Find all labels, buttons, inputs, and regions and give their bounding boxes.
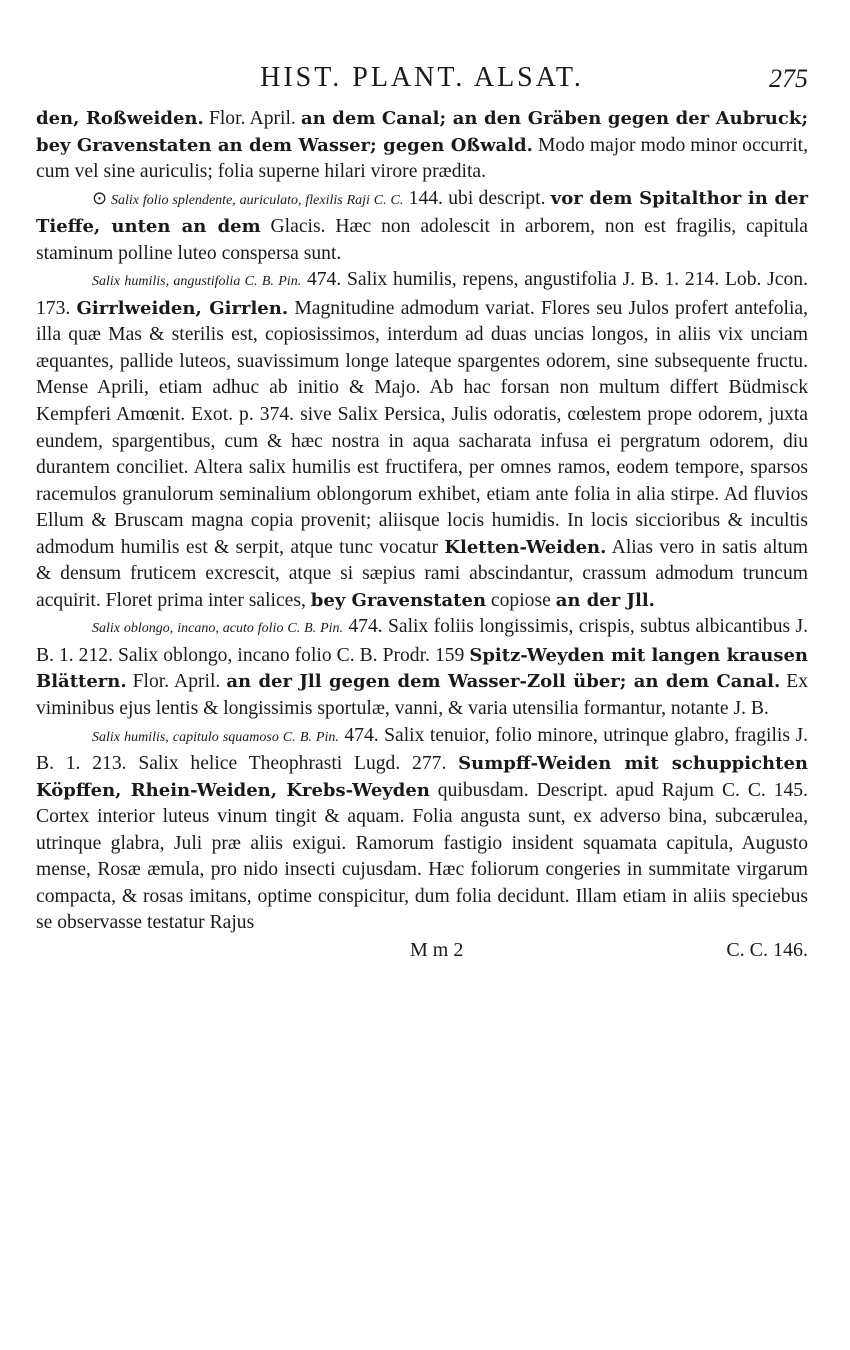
paragraph	[36, 106, 808, 186]
paragraph	[36, 186, 808, 268]
book-page	[36, 62, 808, 969]
latin-text: copiose	[486, 589, 556, 611]
latin-text: quibusdam. Descript. apud Rajum C. C. 145. Cortex interior luteus vinum tingit & aquam. Folia angusta sunt, ex adverso bina, subcærulea, utrinque glabra, Juli præ aliis exigui. Ramorum fastigio insident squamata capitula, Augusto mense, Rosæ æmula, pro nido insecti cujusdam. Hæc foliorum congeries in summitate virgarum compacta, & rosas imitans, optime conspicitur, dum folia decidunt. Illam etiam in aliis speciebus se observasse testatur Rajus	[36, 779, 808, 934]
page-footer	[36, 939, 808, 969]
german-vernacular-text: Kletten-Weiden.	[444, 536, 607, 558]
latin-text: 144. ubi descript.	[403, 187, 551, 209]
taxon-name: Salix folio splendente, auriculato, flexilis Raji C. C.	[107, 192, 404, 208]
latin-text: 474. Salix humilis, repens, angustifolia J. B. 1. 214. Lob. Jcon. 173.	[36, 269, 808, 319]
latin-text: Flor. April.	[126, 671, 227, 693]
signature-mark: M m 2	[410, 938, 464, 961]
german-vernacular-text: bey Gravenstaten	[310, 589, 487, 611]
german-vernacular-text: den, Roßweiden.	[36, 108, 204, 129]
latin-text: Flor. April.	[203, 108, 301, 129]
taxon-name: Salix oblongo, incano, acuto folio C. B. Pin.	[92, 621, 344, 637]
paragraph	[36, 723, 808, 937]
latin-text: Alias vero in satis altum & densum fruticem excrescit, atque si sæpius rami abscindantur, crassum admodum truncum acquirit. Floret prima inter salices,	[36, 536, 808, 611]
body-text	[36, 106, 808, 937]
german-vernacular-text: Spitz-Weyden mit langen krausen Blättern.	[36, 644, 808, 693]
running-title: HIST. PLANT. ALSAT.	[260, 62, 584, 93]
catchword: C. C. 146.	[726, 938, 808, 961]
german-vernacular-text: Sumpff-Weiden mit schuppichten Köpffen, Rhein-Weiden, Krebs-Weyden	[36, 753, 808, 801]
german-vernacular-text: Girrlweiden, Girrlen.	[76, 297, 289, 319]
page-number: 275	[769, 64, 808, 93]
german-vernacular-text: vor dem Spitalthor in der Tieffe, unten an dem	[36, 187, 808, 238]
german-vernacular-text: an der Jll gegen dem Wasser-Zoll über; an dem Canal.	[226, 671, 781, 693]
paragraph	[36, 267, 808, 614]
latin-text: Ex viminibus ejus lentis & longissimis sportulæ, vanni, & varia utensilia formantur, notante J. B.	[36, 671, 808, 720]
latin-text: 474. Salix tenuior, folio minore, utrinque glabro, fragilis J. B. 1. 213. Salix helice Theophrasti Lugd. 277.	[36, 724, 808, 775]
paragraph	[36, 614, 808, 722]
latin-text: 474. Salix foliis longissimis, crispis, subtus albicantibus J. B. 1. 212. Salix oblongo, incano folio C. B. Prodr. 159	[36, 616, 808, 666]
page-header	[36, 62, 808, 106]
latin-text: Glacis. Hæc non adolescit in arborem, non est fragilis, capitula staminum polline luteo conspersa sunt.	[36, 216, 809, 264]
taxon-name: Salix humilis, angustifolia C. B. Pin.	[92, 274, 302, 290]
latin-text: Modo major modo minor occurrit, cum vel sine auriculis; folia superne hilari virore prædita.	[36, 134, 808, 183]
german-vernacular-text: an der Jll.	[555, 589, 655, 611]
taxon-name: Salix humilis, capitulo squamoso C. B. Pin.	[92, 729, 339, 745]
latin-text: Magnitudine admodum variat. Flores seu Julos profert antefolia, illa quæ Mas & sterilis est, copiosissimos, interdum ad duas uncias longos, in aliis vix unciam æquantes, pallide luteos, suavissimum longe lateque spargentes odorem, sine subsequente fructu. Mense Aprili, etiam adhuc ab initio & Majo. Ab hac forsan non multum differt Büdmisck Kempferi Amœnit. Exot. p. 374. sive Salix Persica, Julis odoratis, cœlestem prope odorem, juxta eundem, spargentibus, cum & hæc nostra in aqua sacharata infusa ei pergratum odorem, diu durantem conciliet. Altera salix humilis est fructifera, per omnes ramos, eodem tempore, sparsos racemulos granulorum seminalium oblongorum exhibet, etiam ante folia in alia stirpe. Ad fluvios Ellum & Bruscam magna copia provenit; aliisque locis humidis. In locis siccioribus & incultis admodum humilis est & serpit, atque tunc vocatur	[36, 297, 809, 558]
german-vernacular-text: an dem Canal; an den Gräben gegen der Aubruck; bey Gravenstaten an dem Wasser; gegen Oßwald.	[36, 108, 808, 156]
marker-symbol: ⊙	[92, 187, 108, 209]
